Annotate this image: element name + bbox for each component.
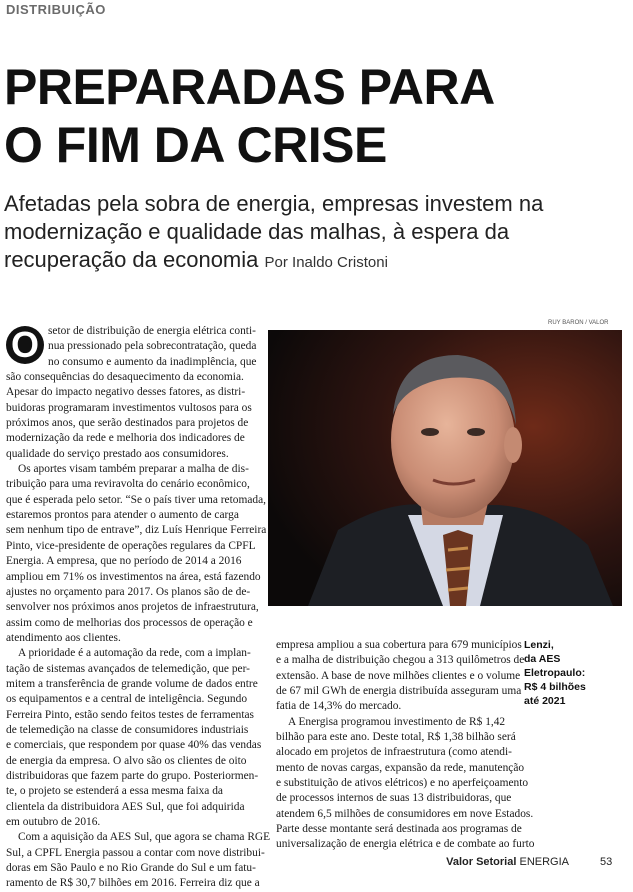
dek <box>4 190 624 277</box>
text-line: tação de sistemas avançados de telemedição, que per- <box>6 662 250 675</box>
text-line: universalização de energia elétrica e de combate ao furto <box>276 838 535 851</box>
text-line: e substituição de ativos elétricos) e no aperfeiçoamento <box>276 777 529 790</box>
text-line: te, o projeto se estenderá a essa mesma faixa da <box>6 785 223 798</box>
text-line: estaremos prontos para atender o aumento de carga <box>6 509 239 522</box>
text-line: ampliou em 71% os investimentos na área, está fazendo <box>6 570 261 583</box>
text-line: tribuição para uma reviravolta do cenário econômico, <box>6 478 250 491</box>
text-line: de telemedição na classe de consumidores industriais <box>6 723 249 736</box>
text-line: qualidade do serviço prestado aos consumidores. <box>6 447 229 460</box>
text-line: de processos internos de suas 13 distribuidoras, que <box>276 792 512 805</box>
text-line: assim como de melhorias dos processos de operação e <box>6 616 253 629</box>
headline <box>4 58 495 174</box>
headline-line-2: O FIM DA CRISE <box>4 117 387 173</box>
text-line: e a malha de distribuição chegou a 313 quilômetros de <box>276 654 525 667</box>
drop-cap: O <box>6 326 44 364</box>
text-line: no consumo e aumento da inadimplência, que <box>48 355 257 368</box>
text-line: Ferreira Pinto, estão sendo feitos testes de ferramentas <box>6 708 254 721</box>
text-line: bilhão para este ano. Deste total, R$ 1,38 bilhão será <box>276 731 516 744</box>
text-line: Sul, a CPFL Energia passou a contar com nove distribui- <box>6 846 265 859</box>
text-line: doras em São Paulo e no Rio Grande do Sul e um fatu- <box>6 862 256 875</box>
caption-line: Lenzi, <box>524 639 554 651</box>
text-line: e comerciais, que respondem por quase 40% das vendas <box>6 739 262 752</box>
text-line: ramento de R$ 30,7 bilhões em 2016. Ferreira diz que a <box>6 877 260 890</box>
text-line: distribuidoras que fazem parte do grupo. Posteriormen- <box>6 769 259 782</box>
text-line: de 67 mil GWh de energia distribuída asseguram uma <box>276 685 522 698</box>
caption-line: Eletropaulo: <box>524 667 586 679</box>
text-line: fatia de 14,3% do mercado. <box>276 700 402 713</box>
headline-line-1: PREPARADAS PARA <box>4 59 495 115</box>
text-line: atendem 6,5 milhões de consumidores em nove Estados. <box>276 807 534 820</box>
text-line: que é esperada pelo setor. “Se o país tiver uma retomada, <box>6 493 266 506</box>
portrait-illustration <box>268 330 622 606</box>
photo-credit: RUY BARON / VALOR <box>548 320 609 326</box>
text-line: Os aportes visam também preparar a malha de dis- <box>18 463 249 476</box>
caption-line: R$ 4 bilhões <box>524 681 586 693</box>
text-line: clientela da distribuidora AES Sul, que foi adquirida <box>6 800 245 813</box>
text-line: sem nenhum tipo de entrave”, diz Luís Henrique Ferreira <box>6 524 267 537</box>
text-line: A prioridade é a automação da rede, com a implan- <box>18 647 251 660</box>
text-line: Energia. A empresa, que no período de 2014 a 2016 <box>6 555 242 568</box>
text-line: próximos anos, que serão destinados para projetos de <box>6 417 249 430</box>
text-line: A Energisa programou investimento de R$ 1,42 <box>288 715 506 728</box>
text-line: Parte desse montante será destinada aos programas de <box>276 823 522 836</box>
text-line: extensão. A base de nove milhões clientes e o volume <box>276 669 521 682</box>
text-line: os equipamentos e a central de inteligência. Segundo <box>6 693 248 706</box>
text-line: mento de novas cargas, expansão da rede, manutenção <box>276 761 525 774</box>
text-line: modernização da rede e melhoria dos indicadores de <box>6 432 245 445</box>
page-number: 53 <box>600 856 613 868</box>
text-line: em outubro de 2016. <box>6 816 101 828</box>
text-line: de energia da empresa. O alvo são os clientes de oito <box>6 754 247 767</box>
publication-name: Valor Setorial <box>446 856 517 868</box>
text-line: ajustes no orçamento para 2017. Os planos são de de- <box>6 585 251 598</box>
text-line: Pinto, vice-presidente de operações regulares da CPFL <box>6 539 256 552</box>
text-line: empresa ampliou a sua cobertura para 679 municípios <box>276 639 522 651</box>
text-line: mitem a transferência de grande volume de dados entre <box>6 677 258 690</box>
section-label: DISTRIBUIÇÃO <box>6 2 106 17</box>
caption-line: da AES <box>524 653 561 665</box>
text-line: são consequências do desaquecimento da economia. <box>6 371 244 384</box>
text-line: buidoras programaram investimentos vultosos para os <box>6 401 252 414</box>
article-column-1 <box>6 324 271 892</box>
byline: Por Inaldo Cristoni <box>264 254 388 271</box>
photo-caption <box>524 638 624 708</box>
portrait-photo <box>268 330 622 606</box>
dek-text: Afetadas pela sobra de energia, empresas investem na modernização e qualidade das malhas, à espera da recuperação da economia <box>4 191 544 272</box>
caption-line: até 2021 <box>524 695 566 707</box>
text-line: setor de distribuição de energia elétrica conti- <box>48 325 256 337</box>
text-line: atendimento aos clientes. <box>6 631 121 644</box>
text-line: nua pressionado pela sobrecontratação, queda <box>48 340 257 353</box>
text-line: Com a aquisição da AES Sul, que agora se chama RGE <box>18 831 271 844</box>
text-line: alocado em projetos de infraestrutura (como atendi- <box>276 746 512 759</box>
edition-name: ENERGIA <box>519 856 569 868</box>
text-line: senvolver nos próximos anos projetos de infraestrutura, <box>6 601 259 614</box>
text-line: Apesar do impacto negativo desses fatores, as distri- <box>6 386 246 399</box>
footer-publication <box>446 856 569 868</box>
article-column-2 <box>276 638 535 853</box>
